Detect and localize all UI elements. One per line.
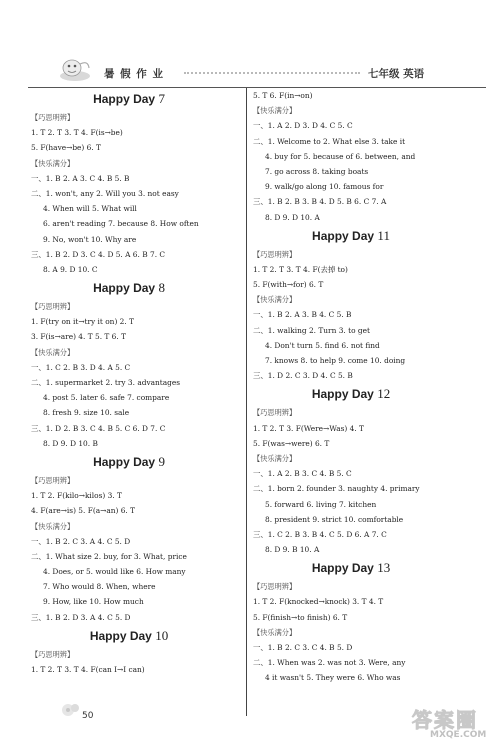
cartoon-mascot-icon	[58, 56, 92, 82]
section-heading-label: Happy Day	[311, 561, 374, 576]
answer-line: 4. buy for 5. because of 6. between, and	[265, 151, 416, 161]
footer-flower-icon	[60, 700, 82, 720]
answer-line: 7. go across 8. taking boats	[265, 166, 369, 176]
answer-line: 8. D 9. B 10. A	[265, 545, 320, 555]
answer-line: 1. T 2. T 3. F(Were→Was) 4. T	[253, 423, 364, 433]
answer-line: 三、1. B 2. D 3. A 4. C 5. D	[31, 612, 131, 622]
answer-line: 二、1. Welcome to 2. What else 3. take it	[253, 136, 406, 146]
subsection-tag: 【快乐满分】	[253, 106, 297, 116]
answer-line: 二、1. born 2. founder 3. naughty 4. primary	[253, 484, 420, 494]
section-heading-number: 10	[155, 627, 169, 643]
section-heading	[31, 625, 251, 647]
subsection-tag: 【巧思明辨】	[31, 302, 75, 312]
left-answer-column	[31, 88, 251, 677]
answer-line: 三、1. C 2. B 3. B 4. C 5. D 6. A 7. C	[253, 529, 387, 539]
section-heading	[31, 451, 251, 473]
subsection-tag: 【巧思明辨】	[253, 408, 297, 418]
subsection-tag: 【快乐满分】	[31, 347, 75, 357]
answer-line: 9. How, like 10. How much	[43, 597, 144, 607]
answer-line: 二、1. walking 2. Turn 3. to get	[253, 325, 370, 335]
section-heading	[253, 557, 473, 579]
section-heading-number: 12	[377, 386, 391, 402]
answer-line: 8. D 9. D 10. A	[265, 212, 320, 222]
section-heading	[253, 225, 473, 247]
answer-line: 一、1. B 2. A 3. B 4. C 5. B	[253, 310, 352, 320]
answer-line: 7. knows 8. to help 9. come 10. doing	[265, 356, 406, 365]
section-heading-label: Happy Day	[312, 228, 375, 243]
answer-line: 1. T 2. F(kilo→kilos) 3. T	[31, 491, 122, 501]
answer-line: 三、1. B 2. D 3. C 4. D 5. A 6. B 7. C	[31, 249, 166, 259]
answer-line: 一、1. B 2. A 3. C 4. B 5. B	[31, 173, 130, 183]
section-heading-label: Happy Day	[93, 454, 156, 469]
answer-line: 二、1. What size 2. buy, for 3. What, price	[31, 551, 187, 561]
subsection-tag: 【巧思明辨】	[253, 582, 297, 592]
subsection-tag: 【快乐满分】	[31, 521, 75, 531]
section-heading-number: 13	[377, 560, 391, 576]
section-heading-label: Happy Day	[89, 628, 152, 643]
subsection-tag: 【巧思明辨】	[31, 113, 75, 122]
answer-line: 二、1. supermarket 2. try 3. advantages	[31, 378, 181, 387]
section-heading-label: Happy Day	[93, 92, 156, 106]
answer-line: 1. F(try on it→try it on) 2. T	[31, 317, 135, 327]
answer-line: 4. Does, or 5. would like 6. How many	[43, 567, 186, 577]
answer-line: 6. aren't reading 7. because 8. How often	[43, 219, 199, 229]
answer-line: 一、1. B 2. C 3. C 4. B 5. D	[253, 643, 353, 652]
answer-line: 5. F(have→be) 6. T	[31, 143, 101, 153]
subsection-tag: 【快乐满分】	[253, 295, 297, 305]
answer-line: 7. Who would 8. When, where	[43, 582, 156, 592]
answer-line: 一、1. A 2. B 3. C 4. B 5. C	[253, 469, 352, 479]
answer-line: 8. A 9. D 10. C	[43, 264, 98, 274]
answer-line: 8. D 9. D 10. B	[43, 438, 98, 448]
watermark	[412, 704, 487, 740]
subsection-tag: 【巧思明辨】	[31, 475, 75, 485]
answer-line: 一、1. B 2. C 3. A 4. C 5. D	[31, 536, 131, 546]
section-heading-label: Happy Day	[311, 387, 374, 402]
answer-line: 5. forward 6. living 7. kitchen	[265, 499, 377, 509]
answer-line: 4. Don't turn 5. find 6. not find	[265, 340, 380, 350]
answer-line: 4. post 5. later 6. safe 7. compare	[43, 393, 170, 403]
section-heading	[31, 88, 251, 110]
answer-line: 二、1. When was 2. was not 3. Were, any	[253, 658, 406, 668]
workbook-title: 暑 假 作 业	[104, 68, 164, 80]
subsection-tag: 【快乐满分】	[31, 158, 75, 168]
watermark-url: MXQE.COM	[430, 730, 487, 740]
section-heading-number: 7	[158, 91, 165, 106]
section-heading	[31, 277, 251, 299]
answer-line: 三、1. B 2. B 3. B 4. D 5. B 6. C 7. A	[253, 197, 387, 207]
answer-line: 5. F(finish→to finish) 6. T	[253, 612, 348, 622]
answer-line: 三、1. D 2. C 3. D 4. C 5. B	[253, 371, 353, 381]
answer-line: 5. F(was→were) 6. T	[253, 438, 330, 448]
answer-line: 4. F(are→is) 5. F(a→an) 6. T	[31, 506, 136, 516]
section-heading-number: 9	[158, 453, 165, 469]
subsection-tag: 【快乐满分】	[253, 453, 297, 463]
section-heading-number: 11	[377, 227, 390, 243]
section-heading-number: 8	[158, 280, 165, 296]
answer-line: 4. When will 5. What will	[43, 204, 137, 214]
answer-line: 二、1. won't, any 2. Will you 3. not easy	[31, 188, 179, 198]
page-header	[0, 0, 500, 90]
answer-line: 5. F(with→for) 6. T	[253, 280, 324, 290]
answer-line: 9. No, won't 10. Why are	[43, 234, 137, 244]
answer-line: 1. T 2. T 3. T 4. F(is→be)	[31, 128, 123, 138]
answer-line: 5. T 6. F(in→on)	[253, 91, 313, 100]
page-number: 50	[82, 711, 94, 721]
section-heading	[253, 383, 473, 405]
answer-line: 3. F(is→are) 4. T 5. T 6. T	[31, 332, 126, 342]
answer-line: 1. T 2. T 3. T 4. F(去掉 to)	[253, 264, 348, 274]
answer-line: 8. fresh 9. size 10. sale	[43, 408, 130, 418]
section-heading-label: Happy Day	[93, 281, 156, 296]
right-answer-column	[253, 88, 473, 686]
answer-line: 8. president 9. strict 10. comfortable	[265, 514, 404, 524]
answer-line: 一、1. A 2. D 3. D 4. C 5. C	[253, 121, 353, 131]
answer-line: 三、1. D 2. B 3. C 4. B 5. C 6. D 7. C	[31, 423, 166, 433]
answer-line: 1. T 2. T 3. T 4. F(can I→I can)	[31, 665, 145, 674]
subsection-tag: 【巧思明辨】	[31, 649, 75, 659]
subsection-tag: 【巧思明辨】	[253, 249, 297, 259]
answer-line: 9. walk/go along 10. famous for	[265, 182, 384, 192]
header-dotted-line	[184, 72, 360, 74]
subsection-tag: 【快乐满分】	[253, 627, 297, 637]
answer-line: 1. T 2. F(knocked→knock) 3. T 4. T	[253, 597, 384, 607]
answer-line: 4 it wasn't 5. They were 6. Who was	[265, 673, 401, 683]
answer-line: 一、1. C 2. B 3. D 4. A 5. C	[31, 362, 131, 372]
watermark-logo-text: 答案圈	[412, 708, 478, 732]
grade-subject-label: 七年级 英语	[368, 68, 425, 80]
